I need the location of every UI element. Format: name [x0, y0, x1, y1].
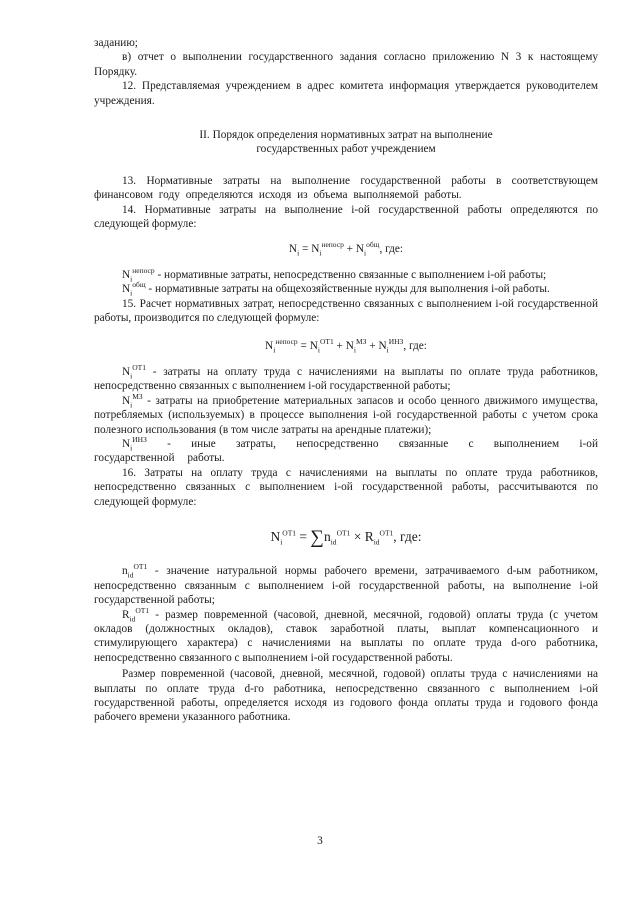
- paragraph: 12. Представляемая учреждением в адрес комитета информация утверждается руководителем учреждения.: [94, 80, 598, 107]
- document-page: [94, 36, 598, 725]
- section-heading-line: II. Порядок определения нормативных затрат на выполнение: [199, 129, 493, 142]
- definition: $N_i^{общ}$ - нормативные затраты на общехозяйственные нужды для выполнения i-ой работы.: [122, 280, 550, 298]
- paragraph: 14. Нормативные затраты на выполнение i-ой государственной работы определяются по следующей формуле:: [94, 203, 598, 231]
- definition: $N_i^{непоср}$ - нормативные затраты, непосредственно связанные с выполнением i-ой работы;: [122, 266, 547, 284]
- page-number: 3: [317, 835, 323, 847]
- definition: $n_{id}^{ОТ1}$ - значение натуральной нормы рабочего времени, затрачиваемого d-ым работником, непосредственно связанным с выполнением i-ой государственной работы, на выполнение i-ой государственной работы;: [94, 562, 598, 607]
- definition: $N_i^{ОТ1}$ - затраты на оплату труда с начислениями на выплаты по оплате труда работников, непосредственно связанных с выполнением i-ой государственной работы;: [94, 363, 598, 393]
- paragraph: Размер повременной (часовой, дневной, месячной, годовой) оплаты труда с начислениями на выплаты по оплате труда d-го работника, непосредственно связанного с выполнением i-ой государственной работы, определяется исходя из годового фонда оплаты труда и годового фонда рабочего времени указанного работника.: [94, 668, 598, 724]
- paragraph: 13. Нормативные затраты на выполнение государственной работы в соответствующем финансовом году определяются исходя из объема выполняемой работы.: [94, 174, 598, 202]
- paragraph: 15. Расчет нормативных затрат, непосредственно связанных с выполнением i-ой государственной работы, производится по следующей формуле:: [94, 297, 598, 325]
- paragraph: заданию;: [94, 37, 138, 49]
- paragraph: в) отчет о выполнении государственного задания согласно приложению N 3 к настоящему Порядку.: [94, 51, 598, 78]
- paragraph: 16. Затраты на оплату труда с начислениями на выплаты по оплате труда работников, непосредственно связанных с выполнением i-ой государственной работы, рассчитываются по следующей формуле:: [94, 466, 598, 508]
- section-heading: [94, 128, 598, 157]
- formula: $N_i^{ОТ1} = \sum n_{id}^{ОТ1} \times R_{id}^{ОТ1}$, где:: [270, 526, 422, 548]
- formula: $N_i^{непоср} = N_i^{ОТ1} + N_i^{МЗ} + N_i^{ИНЗ}$, где:: [265, 336, 427, 354]
- formula: $N_i = N_i^{непоср} + N_i^{общ}$, где:: [288, 240, 404, 258]
- definition: $N_i^{ИНЗ}$ - иные затраты, непосредственно связанные с выполнением i-ой государственной работы.: [94, 435, 598, 465]
- definition: $R_{id}^{ОТ1}$ - размер повременной (часовой, дневной, месячной, годовой) оплаты труда (с учетом окладов (должностных окладов), ставок заработной платы, выплат компенсационного и стимулирующего характера) с начислениями на выплаты по оплате труда d-ого работника, непосредственно связанного с выполнением i-ой государственной работы.: [94, 605, 598, 664]
- section-heading-line: государственных работ учреждением: [256, 143, 436, 156]
- definition: $N_i^{МЗ}$ - затраты на приобретение материальных запасов и особо ценного движимого имущества, потребляемых (используемых) в процессе выполнения i-ой государственной работы с учетом срока полезного использования (в том числе затраты на арендные платежи);: [94, 391, 598, 436]
